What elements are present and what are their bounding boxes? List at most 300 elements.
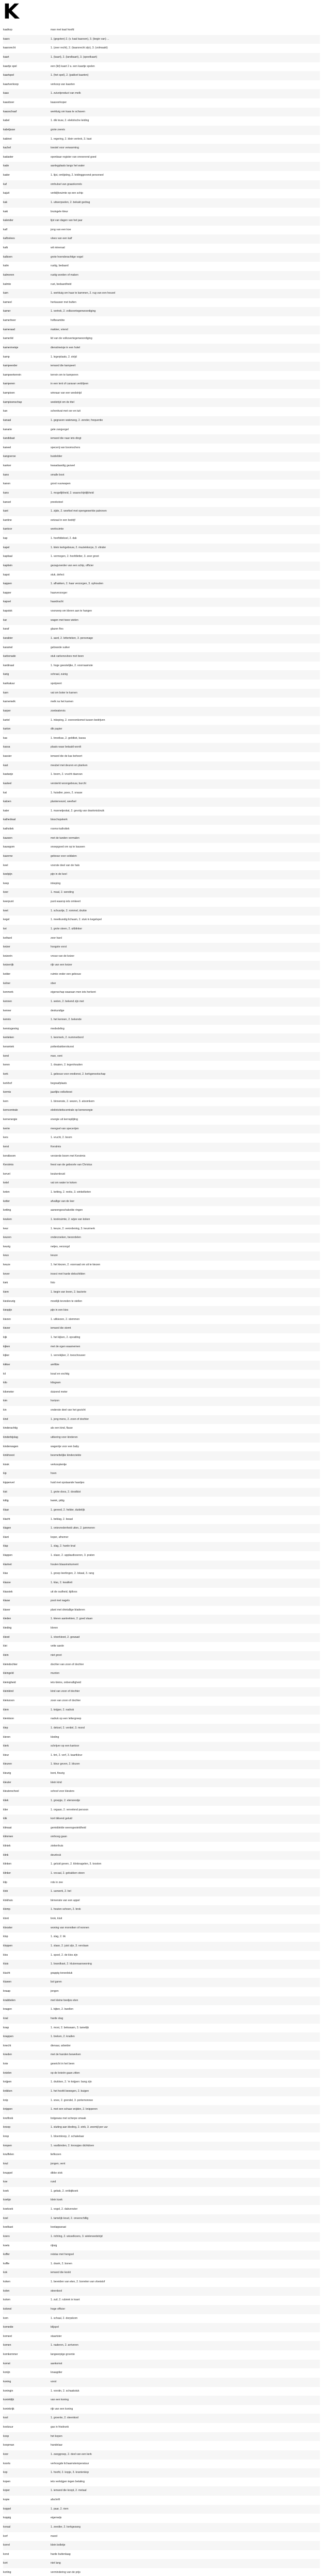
dictionary-entry <box>3 1615 320 1624</box>
dictionary-entry <box>3 1451 320 1461</box>
entry-definition: 1. geluid geven, 2. klinknagelen, 3. toosten <box>51 1862 102 1866</box>
entry-definition: ruimte onder een gebouw <box>51 973 81 976</box>
entry-definition: 1. gegraven waterweg, 2. zender, frequentie <box>51 418 103 422</box>
entry-headword: kaart <box>3 55 9 59</box>
entry-definition: vlees van een kalf <box>51 237 72 241</box>
entry-definition: iemand die kookt <box>51 2271 71 2275</box>
entry-headword: kadaster <box>3 155 13 159</box>
entry-definition: 1. vocaal, 2. gebakken steen <box>51 1871 85 1875</box>
entry-definition: niet groot <box>51 1653 62 1657</box>
entry-headword: kaasboer <box>3 101 14 104</box>
entry-headword: koffie <box>3 2262 10 2265</box>
dictionary-entry <box>3 634 320 643</box>
entry-definition: plant met drietallige bladeren <box>51 1608 85 1612</box>
dictionary-entry <box>3 925 320 934</box>
entry-definition: aaneengeschakelde ringen <box>51 1209 83 1212</box>
dictionary-entry <box>3 216 320 226</box>
entry-headword: karnemelk <box>3 700 15 704</box>
dictionary-entry <box>3 1143 320 1152</box>
entry-headword: keerpunt <box>3 900 14 903</box>
entry-definition: 1. kleur geven, 2. blozen <box>51 1762 80 1766</box>
dictionary-entry <box>3 2305 320 2314</box>
entry-headword: kiezer <box>3 1327 10 1330</box>
entry-definition: 1. vertrek, 2. volksvertegenwoordiging <box>51 310 96 313</box>
dictionary-entry <box>3 144 320 153</box>
dictionary-entry <box>3 1433 320 1443</box>
entry-headword: kerncentrale <box>3 1109 18 1112</box>
entry-definition: melk na het karnen <box>51 700 74 704</box>
entry-definition: harde buitenlaag <box>51 2552 71 2556</box>
dictionary-entry <box>3 1860 320 1869</box>
dictionary-entry <box>3 80 320 90</box>
dictionary-entry <box>3 1851 320 1860</box>
dictionary-entry <box>3 2087 320 2096</box>
entry-headword: koers <box>3 2234 10 2238</box>
dictionary-entry <box>3 1569 320 1579</box>
entry-definition: haardracht <box>51 600 63 604</box>
dictionary-entry <box>3 344 320 353</box>
entry-headword: knecht <box>3 2044 11 2047</box>
dictionary-entry <box>3 1561 320 1570</box>
entry-headword: kerkhof <box>3 1081 12 1085</box>
entry-definition: rijtuig <box>51 2244 57 2247</box>
entry-definition: onderzoeken, beoordelen <box>51 1236 81 1240</box>
entry-definition: klein kind <box>51 1781 62 1784</box>
entry-definition: hoge officier <box>51 2307 66 2311</box>
entry-definition: 1. houten schoen, 2. brok <box>51 1908 81 1911</box>
entry-headword: kansel <box>3 500 11 504</box>
entry-definition: met kleine beetjes eten <box>51 1998 78 2002</box>
entry-headword: korf <box>3 2534 8 2538</box>
entry-headword: klik <box>3 1817 7 1821</box>
entry-definition: 1. groente, 2. steenkool <box>51 2416 79 2420</box>
dictionary-entry <box>3 462 320 471</box>
entry-definition: verkooptentje <box>51 1463 67 1466</box>
dictionary-entry <box>3 2024 320 2033</box>
dictionary-entry <box>3 2142 320 2151</box>
dictionary-entry <box>3 680 320 689</box>
entry-headword: karbonade <box>3 655 16 658</box>
dictionary-entry <box>3 2032 320 2042</box>
entry-definition: preekstoel <box>51 500 63 504</box>
entry-definition: schraal, zuinig <box>51 673 68 676</box>
entry-definition: omhoog gaan <box>51 1835 67 1839</box>
entry-definition: herkauwer met bulten <box>51 300 76 304</box>
entry-headword: kinkhoest <box>3 1454 14 1458</box>
entry-headword: klucht <box>3 1971 10 1975</box>
entry-definition: schrijver op een kantoor <box>51 1744 79 1748</box>
entry-headword: ketter <box>3 1199 10 1203</box>
entry-headword: kader <box>3 174 10 177</box>
section-letter: K <box>3 0 19 24</box>
entry-headword: klont <box>3 1917 9 1920</box>
dictionary-entry <box>3 2559 320 2568</box>
entry-definition: 1. zanggroep, 2. deel van een kerk <box>51 2452 92 2456</box>
entry-definition: 1. aard, 2. letterteken, 3. personage <box>51 636 93 640</box>
dictionary-entry <box>3 398 320 408</box>
dictionary-entry <box>3 2541 320 2550</box>
dictionary-entry <box>3 1687 320 1697</box>
entry-headword: klei <box>3 1645 7 1648</box>
entry-headword: kinderbijslag <box>3 1435 18 1439</box>
dictionary-entry <box>3 362 320 371</box>
entry-definition: Kerstmis <box>51 1145 61 1148</box>
dictionary-entry <box>3 1942 320 1951</box>
dictionary-entry <box>3 861 320 871</box>
dictionary-entry <box>3 988 320 997</box>
entry-definition: grote zeevis <box>51 128 65 131</box>
dictionary-entry <box>3 1833 320 1842</box>
dictionary-entry <box>3 2468 320 2478</box>
entry-definition: besmettelijke kinderziekte <box>51 1454 82 1458</box>
dictionary-entry <box>3 1379 320 1388</box>
entry-definition: deurkruk <box>51 1853 61 1857</box>
dictionary-entry <box>3 1715 320 1724</box>
dictionary-entry <box>3 1033 320 1043</box>
dictionary-entry <box>3 498 320 507</box>
entry-headword: keizerrijk <box>3 963 14 967</box>
entry-headword: karikatuur <box>3 682 15 685</box>
entry-headword: kamer <box>3 310 11 313</box>
entry-headword: klep <box>3 1726 8 1730</box>
dictionary-entry <box>3 825 320 834</box>
dictionary-entry <box>3 153 320 162</box>
entry-headword: kaars <box>3 37 10 41</box>
entry-definition: 1. gereed, 2. helder, duidelijk <box>51 1508 85 1512</box>
entry-definition: zoetwatervis <box>51 709 66 713</box>
entry-definition: rots in zee <box>51 1880 63 1884</box>
entry-headword: kernenergie <box>3 1118 18 1121</box>
entry-definition: 1. weten, 2. bekend zijn met <box>51 999 84 1003</box>
entry-definition: specerij van boomschors <box>51 446 80 449</box>
dictionary-entry <box>3 416 320 426</box>
dictionary-entry <box>3 2060 320 2069</box>
entry-headword: kabinet <box>3 137 12 141</box>
dictionary-entry <box>3 1778 320 1788</box>
entry-headword: koning <box>3 2380 11 2383</box>
entry-definition: bol garen <box>51 1980 62 1984</box>
dictionary-entry <box>3 1551 320 1561</box>
entry-definition: 1. bereiden van eten, 2. borrelen van vloeistof <box>51 2280 105 2283</box>
dictionary-entry <box>3 2150 320 2160</box>
entry-headword: kiem <box>3 1290 9 1294</box>
entry-definition: 1. breken, 2. knallen <box>51 2035 75 2039</box>
dictionary-entry <box>3 1152 320 1161</box>
dictionary-entry <box>3 2105 320 2114</box>
dictionary-entry <box>3 2205 320 2214</box>
dictionary-entry <box>3 1479 320 1488</box>
dictionary-entry <box>3 2242 320 2251</box>
entry-headword: karper <box>3 709 11 713</box>
entry-definition: 1. hoofddeksel, 2. dak <box>51 537 77 540</box>
dictionary-entry <box>3 1751 320 1760</box>
entry-definition: 1. kookruimte, 2. wijze van koken <box>51 1217 90 1221</box>
entry-headword: kist <box>3 1490 7 1494</box>
entry-headword: kauwgom <box>3 845 15 849</box>
entry-headword: knoop <box>3 2126 11 2129</box>
entry-headword: klappen <box>3 1554 13 1557</box>
entry-headword: kampioen <box>3 392 15 395</box>
entry-definition: hofbeambte <box>51 319 65 322</box>
entry-headword: kameraad <box>3 328 15 331</box>
entry-definition: onderste deel van het gezicht <box>51 1409 86 1412</box>
dictionary-entry <box>3 1251 320 1261</box>
entry-definition: aankomst <box>51 2362 62 2365</box>
dictionary-entry <box>3 208 320 217</box>
dictionary-entry <box>3 1542 320 1551</box>
dictionary-entry <box>3 2042 320 2051</box>
dictionary-entry <box>3 1333 320 1343</box>
entry-definition: school voor kleuters <box>51 1790 75 1793</box>
entry-definition: keuze <box>51 1254 58 1258</box>
entry-headword: kanaal <box>3 418 11 422</box>
dictionary-entry <box>3 2078 320 2087</box>
dictionary-entry <box>3 1924 320 1933</box>
entry-headword: kampeerder <box>3 364 18 368</box>
dictionary-entry <box>3 326 320 335</box>
entry-headword: kilo <box>3 1381 7 1385</box>
entry-definition: handelaar <box>51 2444 63 2447</box>
dictionary-entry <box>3 2350 320 2360</box>
entry-definition: 1. het kennen, 2. bekende <box>51 1018 82 1022</box>
entry-definition: dienaar, arbeider <box>51 2044 71 2047</box>
entry-headword: klerk <box>3 1744 9 1748</box>
entry-definition: 1. zijde, 2. weefsel met opengewerkte patronen <box>51 510 107 513</box>
dictionary-entry <box>3 298 320 308</box>
entry-headword: keet <box>3 909 8 912</box>
entry-headword: keren <box>3 1063 10 1067</box>
dictionary-entry <box>3 1415 320 1425</box>
entry-definition: 1. snee, 2. grendel, 3. portemonnee <box>51 2098 93 2102</box>
entry-definition: iemand die de kas beheert <box>51 755 83 758</box>
entry-headword: kaartje spel <box>3 64 17 68</box>
dictionary-entry <box>3 2432 320 2442</box>
entry-headword: klink <box>3 1853 9 1857</box>
dictionary-entry <box>3 2368 320 2378</box>
entry-definition: werktuig om kaas te schaven <box>51 110 85 113</box>
dictionary-entry <box>3 2441 320 2450</box>
entry-headword: kerk <box>3 1072 8 1076</box>
dictionary-entry <box>3 452 320 462</box>
entry-headword: kop <box>3 2471 8 2475</box>
entry-headword: kapel <box>3 546 10 549</box>
entry-headword: kleinigheid <box>3 1681 16 1684</box>
entry-definition: 1. richting, 2. wisselkoers, 3. wielerwedstrijd <box>51 2234 103 2238</box>
dictionary-entry <box>3 2496 320 2505</box>
entry-headword: komedie <box>3 2326 13 2329</box>
dictionary-entry <box>3 116 320 126</box>
entry-headword: koek <box>3 2189 9 2193</box>
entry-definition: als een kind, flauw <box>51 1427 73 1430</box>
entry-headword: ketel <box>3 1181 9 1185</box>
entry-definition: 1. slag, 2. tik <box>51 1935 66 1939</box>
entry-headword: kamerheer <box>3 319 16 322</box>
entry-headword: keizerin <box>3 954 12 958</box>
entry-headword: kaas <box>3 92 9 95</box>
dictionary-entry <box>3 1579 320 1588</box>
dictionary-entry <box>3 108 320 117</box>
dictionary-entry <box>3 534 320 544</box>
entry-definition: 1. broeikas, 2. geldkist, kassa <box>51 736 86 740</box>
entry-headword: kelder <box>3 973 11 976</box>
entry-definition: 1. tint, 2. verf, 3. kaartkleur <box>51 1753 83 1757</box>
entry-headword: kanon <box>3 482 11 486</box>
dictionary-entry <box>3 1597 320 1606</box>
entry-definition: schenkvat met oor en tuit <box>51 410 80 413</box>
entry-headword: koninkrijk <box>3 2407 14 2411</box>
dictionary-entry <box>3 2123 320 2132</box>
entry-headword: kim <box>3 1399 8 1403</box>
dictionary-entry <box>3 1351 320 1361</box>
entry-headword: koper <box>3 2489 10 2493</box>
entry-definition: 1. spoel, 2. de klos zijn <box>51 1953 78 1957</box>
dictionary-entry <box>3 371 320 380</box>
entry-headword: kastanje <box>3 773 13 776</box>
dictionary-entry <box>3 1769 320 1778</box>
entry-headword: kartel <box>3 718 10 722</box>
entry-headword: koop <box>3 2434 9 2438</box>
entry-definition: mand <box>51 2534 57 2538</box>
entry-definition: 1. mooi, 2. bekwaam, 3. tamelijk <box>51 2026 89 2029</box>
entry-headword: klassiek <box>3 1590 13 1594</box>
entry-definition: hoen <box>51 1472 57 1476</box>
dictionary-entry <box>3 670 320 680</box>
entry-definition: iets kleins, onbenulligheid <box>51 1681 82 1684</box>
entry-headword: kok <box>3 2271 8 2275</box>
entry-definition: 1. slag, 2. harde knal <box>51 1545 76 1548</box>
entry-headword: kak <box>3 200 8 204</box>
entry-definition: harde slag <box>51 2016 63 2020</box>
entry-headword: kalmeren <box>3 273 14 277</box>
dictionary-entry <box>3 234 320 244</box>
dictionary-entry <box>3 126 320 135</box>
entry-headword: kassa <box>3 745 10 749</box>
entry-headword: kenner <box>3 1009 11 1012</box>
entry-definition: 1. boom, 2. vrucht daarvan <box>51 773 83 776</box>
entry-definition: 1. naderen, 2. arriveren <box>51 2344 78 2347</box>
entry-definition: 1. vogel, 2. dakvenster <box>51 2208 78 2211</box>
entry-definition: 1. vermogen, 2. hoofdletter, 3. zeer groot <box>51 555 99 558</box>
entry-definition: zoon van zoon of dochter <box>51 1699 81 1702</box>
entry-headword: kijk <box>3 1336 7 1339</box>
entry-headword: kas <box>3 736 8 740</box>
dictionary-entry <box>3 1787 320 1797</box>
entry-headword: kleuren <box>3 1762 12 1766</box>
entry-headword: kardinaal <box>3 664 14 667</box>
dictionary-entry <box>3 1424 320 1433</box>
entry-headword: kermis <box>3 1091 11 1094</box>
entry-headword: kap <box>3 537 8 540</box>
entry-definition: houten blaasinstrument <box>51 1563 78 1566</box>
entry-definition: inkeping <box>51 882 61 885</box>
dictionary-entry <box>3 389 320 398</box>
dictionary-entry <box>3 2423 320 2432</box>
entry-headword: klop <box>3 1935 8 1939</box>
dictionary-entry <box>3 1170 320 1179</box>
entry-definition: wagentje voor een baby <box>51 1445 79 1448</box>
dictionary-entry <box>3 2169 320 2178</box>
dictionary-entry <box>3 1115 320 1125</box>
dictionary-entry <box>3 1515 320 1524</box>
entry-definition: het kopen <box>51 2434 62 2438</box>
entry-headword: klein <box>3 1653 9 1657</box>
dictionary-entry <box>3 952 320 961</box>
entry-headword: Kerstmis <box>3 1163 14 1167</box>
entry-definition: wedstrijd om de titel <box>51 400 74 404</box>
entry-definition: 1. uitwerpselen, 2. bekakt gedrag <box>51 200 90 204</box>
entry-definition: kwiek, pittig <box>51 1499 64 1503</box>
dictionary-entry <box>3 1742 320 1751</box>
entry-headword: kameel <box>3 300 12 304</box>
dictionary-entry <box>3 725 320 734</box>
entry-definition: man met kaal hoofd <box>51 28 74 31</box>
entry-definition: 1. hoofd, 2. kopje, 3. krantenkop <box>51 2471 89 2475</box>
dictionary-entry <box>3 997 320 1007</box>
entry-definition: 1. paar, 2. riem <box>51 2507 69 2511</box>
entry-headword: kamperen <box>3 382 15 386</box>
entry-definition: 1. maal, 2. wending <box>51 891 74 894</box>
entry-definition: 1. met een schaar snijden, 2. knipperen <box>51 2108 98 2111</box>
entry-headword: kar <box>3 618 7 622</box>
entry-definition: grote hoenderachtige vogel <box>51 255 83 259</box>
dictionary-entry <box>3 280 320 290</box>
entry-definition: voorste deel van de hals <box>51 863 80 867</box>
entry-headword: kade <box>3 164 9 168</box>
dictionary-entry <box>3 1343 320 1352</box>
entry-headword: knuppel <box>3 2171 13 2175</box>
entry-definition: punt waarop iets omkeert <box>51 900 81 903</box>
dictionary-entry <box>3 888 320 897</box>
entry-definition: 1. uitkiezen, 2. stemmen <box>51 1317 80 1321</box>
entry-headword: knie <box>3 2062 8 2065</box>
dictionary-entry <box>3 1388 320 1397</box>
dictionary-entry <box>3 471 320 480</box>
entry-definition: 1. schuurtje, 2. rommel, drukte <box>51 909 87 912</box>
entry-headword: klap <box>3 1545 8 1548</box>
entry-definition: buideldier <box>51 455 62 459</box>
entry-list <box>3 26 320 2576</box>
dictionary-entry <box>3 1188 320 1197</box>
entry-headword: kajuit <box>3 192 10 195</box>
entry-definition: energie uit kernsplijting <box>51 1118 78 1121</box>
dictionary-entry <box>3 244 320 253</box>
entry-definition: iemand die naar iets dingt <box>51 437 82 440</box>
dictionary-entry <box>3 2414 320 2423</box>
entry-definition: uitkering voor kinderen <box>51 1435 78 1439</box>
entry-headword: kool <box>3 2416 8 2420</box>
entry-definition: pijn in de keel <box>51 873 67 876</box>
dictionary-entry <box>3 544 320 553</box>
dictionary-entry <box>3 770 320 779</box>
entry-definition: amfibie <box>51 1363 59 1366</box>
entry-definition: met de handen bewerken <box>51 2053 81 2057</box>
entry-definition: duizend meter <box>51 1390 68 1394</box>
entry-headword: kerrie <box>3 1127 10 1130</box>
dictionary-entry <box>3 1760 320 1769</box>
entry-definition: woning van monniken of nonnen <box>51 1926 89 1929</box>
dictionary-entry <box>3 226 320 235</box>
entry-definition: 1. (kaart), 2. (landkaart), 3. (speelkaart) <box>51 55 98 59</box>
dictionary-entry <box>3 1651 320 1660</box>
dictionary-entry <box>3 934 320 943</box>
entry-headword: koffer <box>3 2253 10 2257</box>
entry-headword: keel <box>3 863 8 867</box>
entry-definition: bont, fleurig <box>51 1772 65 1775</box>
entry-headword: konijn <box>3 2371 10 2375</box>
dictionary-entry <box>3 1951 320 1960</box>
dictionary-entry <box>3 979 320 989</box>
entry-headword: kathedraal <box>3 818 16 822</box>
